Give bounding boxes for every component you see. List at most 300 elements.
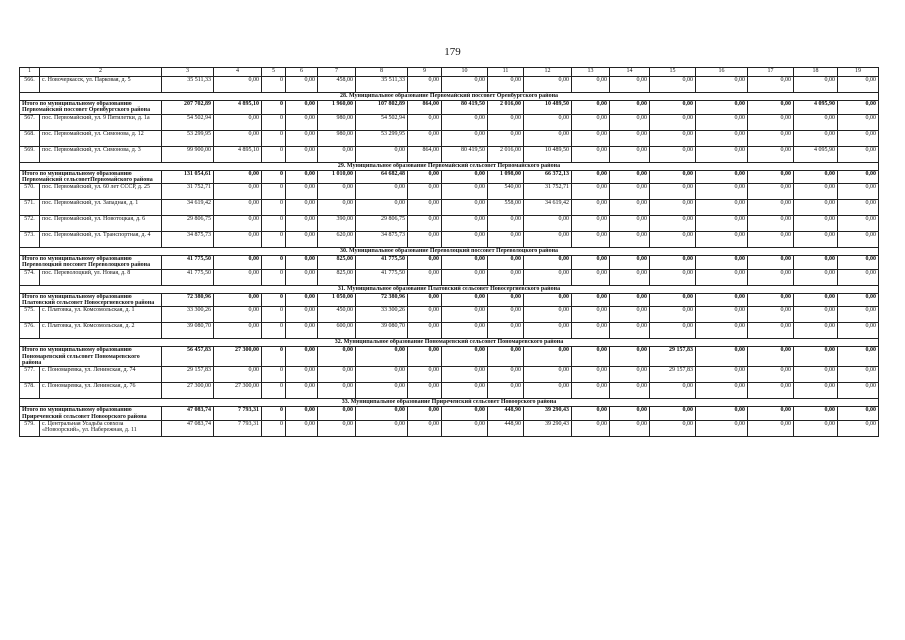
value-cell: 0,00 — [356, 383, 408, 399]
column-number-cell: 12 — [524, 68, 572, 77]
value-cell: 0,00 — [838, 323, 879, 339]
row-number-cell: 578. — [20, 383, 40, 399]
value-cell: 35 511,33 — [162, 77, 214, 93]
value-cell: 0,00 — [488, 323, 524, 339]
value-cell: 0,00 — [318, 184, 356, 200]
value-cell: 0,00 — [572, 184, 610, 200]
value-cell: 980,00 — [318, 114, 356, 130]
subtotal-value-cell: 0,00 — [650, 256, 696, 270]
value-cell: 0,00 — [794, 367, 838, 383]
value-cell: 0,00 — [524, 269, 572, 285]
address-cell: пос. Первомайский, ул. 9 Пятилетки, д. 1а — [40, 114, 162, 130]
table-row — [20, 146, 879, 162]
value-cell: 0,00 — [524, 77, 572, 93]
value-cell: 0,00 — [696, 383, 748, 399]
value-cell: 0,00 — [748, 184, 794, 200]
value-cell: 0,00 — [488, 307, 524, 323]
subtotal-value-cell: 0,00 — [748, 256, 794, 270]
subtotal-value-cell: 27 300,00 — [214, 347, 262, 367]
subtotal-value-cell: 131 054,61 — [162, 170, 214, 184]
table-row — [20, 269, 879, 285]
value-cell: 558,00 — [488, 200, 524, 216]
value-cell: 0,00 — [318, 420, 356, 436]
value-cell: 31 752,71 — [162, 184, 214, 200]
subtotal-value-cell: 29 157,83 — [650, 347, 696, 367]
value-cell: 0,00 — [838, 146, 879, 162]
value-cell: 0,00 — [650, 216, 696, 232]
value-cell: 0,00 — [748, 130, 794, 146]
value-cell: 0,00 — [572, 323, 610, 339]
value-cell: 0,00 — [748, 114, 794, 130]
value-cell: 33 300,26 — [356, 307, 408, 323]
value-cell: 600,00 — [318, 323, 356, 339]
value-cell: 0,00 — [286, 200, 318, 216]
value-cell: 0,00 — [318, 383, 356, 399]
value-cell: 34 619,42 — [162, 200, 214, 216]
value-cell: 0,00 — [794, 130, 838, 146]
column-number-cell: 8 — [356, 68, 408, 77]
value-cell: 29 806,75 — [162, 216, 214, 232]
subtotal-value-cell: 0,00 — [286, 407, 318, 421]
value-cell: 0,00 — [214, 130, 262, 146]
address-cell: с. Пономаревка, ул. Ленинская, д. 74 — [40, 367, 162, 383]
value-cell: 0,00 — [214, 232, 262, 248]
value-cell: 0,00 — [794, 269, 838, 285]
address-cell: пос. Первомайский, ул. Западная, д. 1 — [40, 200, 162, 216]
value-cell: 0,00 — [214, 323, 262, 339]
value-cell: 47 083,74 — [162, 420, 214, 436]
row-number-cell: 570. — [20, 184, 40, 200]
column-number-cell: 7 — [318, 68, 356, 77]
subtotal-value-cell: 0,00 — [572, 347, 610, 367]
subtotal-row — [20, 293, 879, 307]
column-number-header-row — [20, 68, 879, 77]
value-cell: 0,00 — [748, 307, 794, 323]
subtotal-value-cell: 0,00 — [838, 293, 879, 307]
subtotal-value-cell: 0,00 — [356, 347, 408, 367]
value-cell: 0,00 — [442, 367, 488, 383]
value-cell: 0,00 — [408, 323, 442, 339]
value-cell: 2 016,00 — [488, 146, 524, 162]
subtotal-value-cell: 0,00 — [696, 293, 748, 307]
subtotal-value-cell: 0,00 — [650, 101, 696, 115]
value-cell: 0,00 — [748, 232, 794, 248]
value-cell: 825,00 — [318, 269, 356, 285]
subtotal-value-cell: 0,00 — [488, 293, 524, 307]
subtotal-value-cell: 0,00 — [572, 101, 610, 115]
address-cell: пос. Первомайский, ул. Транспортная, д. 4 — [40, 232, 162, 248]
value-cell: 0,00 — [214, 367, 262, 383]
table-row — [20, 184, 879, 200]
value-cell: 0,00 — [696, 114, 748, 130]
value-cell: 27 300,00 — [162, 383, 214, 399]
subtotal-value-cell: 0,00 — [286, 347, 318, 367]
value-cell: 0,00 — [286, 146, 318, 162]
column-number-cell: 3 — [162, 68, 214, 77]
value-cell: 0,00 — [572, 216, 610, 232]
subtotal-value-cell: 0,00 — [214, 170, 262, 184]
value-cell: 0,00 — [610, 130, 650, 146]
value-cell: 0,00 — [286, 367, 318, 383]
value-cell: 7 793,31 — [214, 420, 262, 436]
column-number-cell: 15 — [650, 68, 696, 77]
section-header-row — [20, 339, 879, 347]
subtotal-value-cell: 0,00 — [610, 347, 650, 367]
subtotal-value-cell: 0,00 — [696, 170, 748, 184]
value-cell: 0 — [262, 367, 286, 383]
value-cell: 0,00 — [650, 200, 696, 216]
value-cell: 41 775,50 — [356, 269, 408, 285]
value-cell: 39 080,70 — [356, 323, 408, 339]
value-cell: 0,00 — [442, 383, 488, 399]
subtotal-value-cell: 0 — [262, 170, 286, 184]
address-cell: пос. Первомайский, ул. Симонова, д. 3 — [40, 146, 162, 162]
value-cell: 0,00 — [524, 383, 572, 399]
value-cell: 0,00 — [794, 114, 838, 130]
column-number-cell: 5 — [262, 68, 286, 77]
value-cell: 0,00 — [696, 420, 748, 436]
value-cell: 0,00 — [650, 307, 696, 323]
subtotal-value-cell: 0,00 — [488, 256, 524, 270]
value-cell: 0 — [262, 216, 286, 232]
value-cell: 0,00 — [488, 367, 524, 383]
value-cell: 0,00 — [610, 216, 650, 232]
subtotal-value-cell: 0,00 — [696, 256, 748, 270]
row-number-cell: 571. — [20, 200, 40, 216]
value-cell: 0,00 — [838, 77, 879, 93]
value-cell: 0,00 — [442, 114, 488, 130]
value-cell: 0,00 — [572, 146, 610, 162]
value-cell: 0,00 — [696, 77, 748, 93]
address-cell: с. Пономаревка, ул. Ленинская, д. 76 — [40, 383, 162, 399]
value-cell: 0,00 — [408, 232, 442, 248]
value-cell: 0,00 — [488, 232, 524, 248]
table-row — [20, 216, 879, 232]
subtotal-value-cell: 4 895,10 — [214, 101, 262, 115]
value-cell: 0,00 — [488, 114, 524, 130]
value-cell: 0,00 — [524, 130, 572, 146]
value-cell: 0,00 — [524, 216, 572, 232]
value-cell: 29 157,83 — [162, 367, 214, 383]
value-cell: 0,00 — [442, 232, 488, 248]
subtotal-value-cell: 0,00 — [524, 256, 572, 270]
value-cell: 0,00 — [214, 200, 262, 216]
subtotal-value-cell: 0,00 — [408, 170, 442, 184]
value-cell: 0,00 — [650, 323, 696, 339]
value-cell: 0,00 — [214, 307, 262, 323]
subtotal-value-cell: 0 — [262, 256, 286, 270]
table-row — [20, 130, 879, 146]
value-cell: 0,00 — [572, 114, 610, 130]
value-cell: 0,00 — [356, 184, 408, 200]
value-cell: 0,00 — [524, 307, 572, 323]
value-cell: 980,00 — [318, 130, 356, 146]
column-number-cell: 2 — [40, 68, 162, 77]
value-cell: 0,00 — [408, 420, 442, 436]
value-cell: 0,00 — [748, 323, 794, 339]
subtotal-value-cell: 0,00 — [794, 256, 838, 270]
value-cell: 0,00 — [748, 420, 794, 436]
value-cell: 0 — [262, 184, 286, 200]
table-row — [20, 383, 879, 399]
value-cell: 0,00 — [442, 216, 488, 232]
value-cell: 0 — [262, 146, 286, 162]
value-cell: 0,00 — [838, 216, 879, 232]
value-cell: 0,00 — [650, 77, 696, 93]
value-cell: 0 — [262, 114, 286, 130]
value-cell: 0,00 — [356, 146, 408, 162]
subtotal-value-cell: 0,00 — [748, 170, 794, 184]
subtotal-value-cell: 0,00 — [794, 293, 838, 307]
value-cell: 0,00 — [408, 269, 442, 285]
section-title: 33. Муниципальное образование Приреченский сельсовет Новоорского района — [20, 399, 879, 407]
value-cell: 0,00 — [356, 200, 408, 216]
value-cell: 0,00 — [610, 232, 650, 248]
value-cell: 0,00 — [488, 383, 524, 399]
value-cell: 0,00 — [572, 367, 610, 383]
value-cell: 53 299,95 — [162, 130, 214, 146]
subtotal-value-cell: 72 380,96 — [356, 293, 408, 307]
subtotal-value-cell: 0,00 — [838, 256, 879, 270]
subtotal-value-cell: 0,00 — [838, 170, 879, 184]
row-number-cell: 576. — [20, 323, 40, 339]
value-cell: 0,00 — [610, 269, 650, 285]
value-cell: 0,00 — [318, 200, 356, 216]
value-cell: 53 299,95 — [356, 130, 408, 146]
subtotal-value-cell: 0,00 — [696, 347, 748, 367]
value-cell: 34 619,42 — [524, 200, 572, 216]
subtotal-value-cell: 80 419,50 — [442, 101, 488, 115]
column-number-cell: 18 — [794, 68, 838, 77]
value-cell: 458,00 — [318, 77, 356, 93]
value-cell: 0,00 — [838, 200, 879, 216]
value-cell: 0,00 — [488, 130, 524, 146]
address-cell: пос. Первомайский, ул. 60 лет СССР, д. 25 — [40, 184, 162, 200]
value-cell: 0,00 — [748, 200, 794, 216]
row-number-cell: 573. — [20, 232, 40, 248]
subtotal-label: Итого по муниципальному образованию Первомайский сельсоветПервомайского района — [20, 170, 162, 184]
subtotal-value-cell: 0 — [262, 101, 286, 115]
value-cell: 0,00 — [442, 130, 488, 146]
subtotal-value-cell: 0,00 — [610, 407, 650, 421]
subtotal-value-cell: 0,00 — [696, 101, 748, 115]
value-cell: 39 080,70 — [162, 323, 214, 339]
value-cell: 0,00 — [408, 184, 442, 200]
value-cell: 0,00 — [572, 269, 610, 285]
subtotal-value-cell: 41 775,50 — [356, 256, 408, 270]
value-cell: 0,00 — [838, 420, 879, 436]
value-cell: 0,00 — [794, 184, 838, 200]
subtotal-value-cell: 0,00 — [748, 293, 794, 307]
column-number-cell: 16 — [696, 68, 748, 77]
value-cell: 29 806,75 — [356, 216, 408, 232]
value-cell: 0,00 — [572, 77, 610, 93]
value-cell: 10 489,50 — [524, 146, 572, 162]
value-cell: 0,00 — [408, 77, 442, 93]
table-row — [20, 200, 879, 216]
subtotal-value-cell: 1 010,00 — [318, 170, 356, 184]
value-cell: 0 — [262, 77, 286, 93]
subtotal-value-cell: 0,00 — [794, 407, 838, 421]
subtotal-value-cell: 1 098,00 — [488, 170, 524, 184]
value-cell: 0,00 — [318, 367, 356, 383]
value-cell: 0,00 — [610, 383, 650, 399]
value-cell: 0,00 — [286, 216, 318, 232]
value-cell: 0,00 — [214, 216, 262, 232]
subtotal-value-cell: 0,00 — [748, 407, 794, 421]
value-cell: 0,00 — [650, 232, 696, 248]
value-cell: 0 — [262, 307, 286, 323]
row-number-cell: 572. — [20, 216, 40, 232]
value-cell: 0,00 — [610, 114, 650, 130]
subtotal-label: Итого по муниципальному образованию Первомайский поссовет Оренбургского района — [20, 101, 162, 115]
value-cell: 27 300,00 — [214, 383, 262, 399]
row-number-cell: 568. — [20, 130, 40, 146]
subtotal-row — [20, 407, 879, 421]
column-number-cell: 1 — [20, 68, 40, 77]
value-cell: 0,00 — [610, 146, 650, 162]
subtotal-value-cell: 0,00 — [838, 347, 879, 367]
subtotal-label: Итого по муниципальному образованию Переволоцкий поссовет Переволоцкого района — [20, 256, 162, 270]
value-cell: 0,00 — [650, 269, 696, 285]
column-number-cell: 4 — [214, 68, 262, 77]
value-cell: 0 — [262, 130, 286, 146]
value-cell: 54 502,94 — [356, 114, 408, 130]
value-cell: 450,00 — [318, 307, 356, 323]
subtotal-value-cell: 0,00 — [748, 101, 794, 115]
table-row — [20, 307, 879, 323]
value-cell: 864,00 — [408, 146, 442, 162]
row-number-cell: 579. — [20, 420, 40, 436]
subtotal-value-cell: 0,00 — [794, 347, 838, 367]
section-title: 31. Муниципальное образование Платовский сельсовет Новосергиевского района — [20, 285, 879, 293]
value-cell: 29 157,83 — [650, 367, 696, 383]
value-cell: 0,00 — [610, 200, 650, 216]
value-cell: 0,00 — [286, 420, 318, 436]
value-cell: 0,00 — [488, 77, 524, 93]
address-cell: пос. Первомайский, ул. Симонова, д. 12 — [40, 130, 162, 146]
value-cell: 0,00 — [838, 232, 879, 248]
value-cell: 0,00 — [650, 184, 696, 200]
value-cell: 0 — [262, 420, 286, 436]
subtotal-value-cell: 4 095,90 — [794, 101, 838, 115]
value-cell: 0,00 — [696, 184, 748, 200]
page-number: 179 — [444, 46, 461, 58]
section-header-row — [20, 93, 879, 101]
section-title: 28. Муниципальное образование Первомайский поссовет Оренбургского района — [20, 93, 879, 101]
value-cell: 0,00 — [286, 184, 318, 200]
subtotal-value-cell: 0 — [262, 293, 286, 307]
value-cell: 620,00 — [318, 232, 356, 248]
housing-program-table — [19, 67, 879, 437]
value-cell: 0,00 — [650, 420, 696, 436]
value-cell: 0,00 — [696, 232, 748, 248]
value-cell: 0,00 — [442, 323, 488, 339]
value-cell: 0,00 — [572, 307, 610, 323]
table-row — [20, 232, 879, 248]
column-number-cell: 14 — [610, 68, 650, 77]
value-cell: 0,00 — [610, 307, 650, 323]
subtotal-row — [20, 101, 879, 115]
column-number-cell: 9 — [408, 68, 442, 77]
value-cell: 4 895,10 — [214, 146, 262, 162]
value-cell: 0,00 — [838, 114, 879, 130]
value-cell: 0,00 — [286, 307, 318, 323]
column-number-cell: 6 — [286, 68, 318, 77]
subtotal-value-cell: 0,00 — [214, 256, 262, 270]
subtotal-value-cell: 0,00 — [442, 293, 488, 307]
subtotal-value-cell: 0,00 — [748, 347, 794, 367]
column-number-cell: 17 — [748, 68, 794, 77]
value-cell: 0,00 — [286, 114, 318, 130]
column-number-cell: 11 — [488, 68, 524, 77]
value-cell: 0,00 — [356, 367, 408, 383]
value-cell: 448,90 — [488, 420, 524, 436]
subtotal-row — [20, 170, 879, 184]
subtotal-value-cell: 107 802,89 — [356, 101, 408, 115]
value-cell: 0,00 — [572, 232, 610, 248]
subtotal-value-cell: 0,00 — [286, 170, 318, 184]
value-cell: 0,00 — [838, 307, 879, 323]
table-row — [20, 77, 879, 93]
subtotal-value-cell: 2 016,00 — [488, 101, 524, 115]
section-header-row — [20, 285, 879, 293]
value-cell: 0,00 — [572, 383, 610, 399]
subtotal-value-cell: 72 380,96 — [162, 293, 214, 307]
value-cell: 54 502,94 — [162, 114, 214, 130]
value-cell: 0,00 — [610, 77, 650, 93]
value-cell: 0,00 — [610, 420, 650, 436]
value-cell: 0,00 — [408, 114, 442, 130]
subtotal-value-cell: 0,00 — [524, 293, 572, 307]
value-cell: 0,00 — [356, 420, 408, 436]
subtotal-value-cell: 0 — [262, 407, 286, 421]
subtotal-value-cell: 39 290,43 — [524, 407, 572, 421]
subtotal-label: Итого по муниципальному образованию Пономаревский сельсовет Пономаревского района — [20, 347, 162, 367]
subtotal-value-cell: 0,00 — [408, 293, 442, 307]
row-number-cell: 574. — [20, 269, 40, 285]
subtotal-label: Итого по муниципальному образованию Платовский сельсовет Новосергиевского района — [20, 293, 162, 307]
value-cell: 0,00 — [488, 216, 524, 232]
subtotal-value-cell: 0,00 — [442, 347, 488, 367]
row-number-cell: 575. — [20, 307, 40, 323]
value-cell: 0,00 — [408, 200, 442, 216]
value-cell: 0,00 — [610, 323, 650, 339]
value-cell: 540,00 — [488, 184, 524, 200]
section-header-row — [20, 248, 879, 256]
subtotal-value-cell: 64 682,48 — [356, 170, 408, 184]
value-cell: 390,00 — [318, 216, 356, 232]
section-title: 29. Муниципальное образование Первомайский сельсовет Первомайского района — [20, 162, 879, 170]
value-cell: 33 300,26 — [162, 307, 214, 323]
table-row — [20, 114, 879, 130]
subtotal-value-cell: 0,00 — [572, 407, 610, 421]
subtotal-value-cell: 0,00 — [572, 293, 610, 307]
subtotal-value-cell: 56 457,83 — [162, 347, 214, 367]
subtotal-value-cell: 0,00 — [318, 407, 356, 421]
value-cell: 0,00 — [442, 200, 488, 216]
value-cell: 0,00 — [838, 130, 879, 146]
value-cell: 0,00 — [524, 232, 572, 248]
value-cell: 0,00 — [696, 269, 748, 285]
value-cell: 0,00 — [408, 130, 442, 146]
value-cell: 0,00 — [650, 114, 696, 130]
value-cell: 0,00 — [408, 367, 442, 383]
address-cell: пос. Первомайский, ул. Новотоцкая, д. 6 — [40, 216, 162, 232]
value-cell: 0,00 — [696, 216, 748, 232]
value-cell: 0,00 — [838, 367, 879, 383]
subtotal-row — [20, 256, 879, 270]
